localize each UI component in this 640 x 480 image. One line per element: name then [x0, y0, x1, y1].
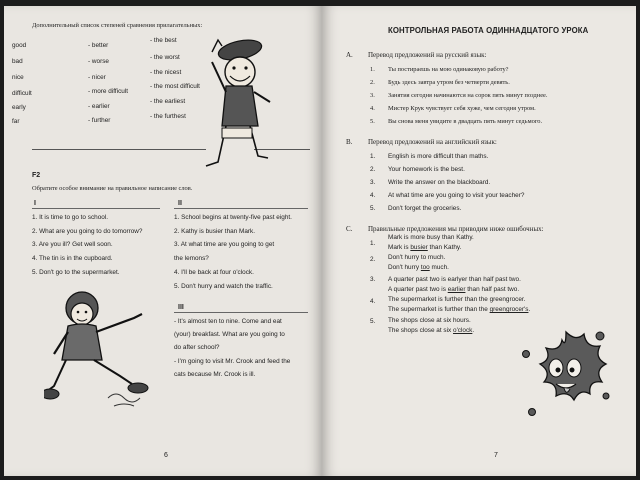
correct-sentence: A quarter past two is earlier than half past two.	[388, 286, 520, 293]
item-number: 3.	[370, 92, 375, 99]
column-i-item: 2. What are you going to do tomorrow?	[32, 228, 143, 235]
item-number: 2.	[370, 79, 375, 86]
correct-sentence: Mark is busier than Kathy.	[388, 244, 462, 251]
comp-base: far	[12, 118, 20, 125]
comp-comparative: - more difficult	[88, 88, 129, 95]
correct-sentence: Don't hurry too much.	[388, 264, 449, 271]
section-a-item: Занятия сегодня начинаются на сорок пять минут позднее.	[388, 92, 548, 99]
section-b-item: Write the answer on the blackboard.	[388, 179, 491, 186]
item-number: 1.	[370, 153, 376, 160]
column-ii-heading: II	[178, 200, 182, 207]
boy-with-cap-drawing	[200, 28, 282, 178]
wrong-sentence: A quarter past two is earlyer than half past two.	[388, 276, 521, 283]
column-i-item: 4. The tin is in the cupboard.	[32, 255, 113, 262]
divider	[32, 149, 206, 150]
comp-comparative: - worse	[88, 58, 109, 65]
item-number: 1.	[370, 240, 376, 247]
column-i-item: 5. Don't go to the supermarket.	[32, 269, 120, 276]
page-number: 7	[494, 452, 498, 459]
column-i-item: 1. It is time to go to school.	[32, 214, 109, 221]
column-iii-line: (your) breakfast. What are you going to	[174, 331, 285, 338]
divider	[174, 312, 308, 313]
ink-splat-face-drawing	[518, 324, 614, 428]
wrong-sentence: The supermarket is further than the greengrocer.	[388, 296, 526, 303]
item-number: 5.	[370, 318, 376, 325]
comp-base: nice	[12, 74, 24, 81]
comp-superlative: - the best	[150, 37, 177, 44]
column-iii-heading: III	[178, 304, 184, 311]
item-number: 2.	[370, 256, 376, 263]
section-b-item: English is more difficult than maths.	[388, 153, 489, 160]
comp-base: early	[12, 104, 26, 111]
comp-superlative: - the most difficult	[150, 83, 200, 90]
left-page	[4, 6, 322, 476]
item-number: 5.	[370, 205, 376, 212]
f2-intro: Обратите особое внимание на правильное написание слов.	[32, 185, 193, 192]
comp-base: good	[12, 42, 27, 49]
section-b-item: Your homework is the best.	[388, 166, 465, 173]
comp-comparative: - earlier	[88, 103, 110, 110]
column-i-heading: I	[34, 200, 36, 207]
section-a-heading: Перевод предложений на русский язык:	[368, 51, 487, 59]
comp-base: bad	[12, 58, 23, 65]
comp-superlative: - the furthest	[150, 113, 186, 120]
f2-heading: F2	[32, 172, 41, 179]
comp-comparative: - nicer	[88, 74, 106, 81]
column-iii-line: do after school?	[174, 344, 220, 351]
section-a-item: Мистер Крук чувствует себя хуже, чем сегодня утром.	[388, 105, 536, 112]
divider	[32, 208, 160, 209]
comp-superlative: - the worst	[150, 54, 180, 61]
column-i-item: 3. Are you ill? Get well soon.	[32, 241, 113, 248]
section-a-item: Вы снова меня увидите в двадцать пять минут седьмого.	[388, 118, 543, 125]
section-letter: B.	[346, 138, 353, 146]
comp-superlative: - the nicest	[150, 69, 182, 76]
item-number: 2.	[370, 166, 376, 173]
item-number: 4.	[370, 192, 376, 199]
column-ii-item: 4. I'll be back at four o'clock.	[174, 269, 254, 276]
comp-comparative: - better	[88, 42, 109, 49]
page-number: 6	[164, 452, 168, 459]
section-letter: A.	[346, 51, 353, 59]
item-number: 3.	[370, 179, 376, 186]
column-iii-line: - I'm going to visit Mr. Crook and feed the	[174, 358, 291, 365]
running-boy-drawing	[44, 286, 164, 416]
column-ii-item: the lemons?	[174, 255, 209, 262]
divider	[174, 208, 308, 209]
wrong-sentence: Don't hurry to much.	[388, 254, 446, 261]
comp-superlative: - the earliest	[150, 98, 186, 105]
section-letter: C.	[346, 225, 353, 233]
page-title: КОНТРОЛЬНАЯ РАБОТА ОДИННАДЦАТОГО УРОКА	[388, 26, 589, 35]
item-number: 3.	[370, 276, 376, 283]
section-b-heading: Перевод предложений на английский язык:	[368, 138, 497, 146]
section-c-heading: Правильные предложения мы приводим ниже ошибочных:	[368, 225, 544, 233]
right-page	[322, 6, 636, 476]
section-b-item: At what time are you going to visit your teacher?	[388, 192, 525, 199]
column-ii-item: 5. Don't hurry and watch the traffic.	[174, 283, 273, 290]
column-ii-item: 2. Kathy is busier than Mark.	[174, 228, 255, 235]
wrong-sentence: Mark is more busy than Kathy.	[388, 234, 474, 241]
item-number: 1.	[370, 66, 375, 73]
wrong-sentence: The shops close at six hours.	[388, 317, 471, 324]
item-number: 4.	[370, 298, 376, 305]
item-number: 4.	[370, 105, 375, 112]
comp-base: difficult	[12, 90, 32, 97]
column-iii-line: cats because Mr. Crook is ill.	[174, 371, 256, 378]
section-a-item: Ты постираешь на мою одинаковую работу?	[388, 66, 509, 73]
comparison-title: Дополнительный список степеней сравнения прилагательных:	[32, 22, 203, 29]
correct-sentence: The supermarket is further than the greengrocer's.	[388, 306, 531, 313]
column-iii-line: - It's almost ten to nine. Come and eat	[174, 318, 282, 325]
item-number: 5.	[370, 118, 375, 125]
column-ii-item: 3. At what time are you going to get	[174, 241, 275, 248]
section-a-item: Будь здесь завтра утром без четверти девять.	[388, 79, 510, 86]
column-ii-item: 1. School begins at twenty-five past eight.	[174, 214, 292, 221]
section-b-item: Don't forget the groceries.	[388, 205, 462, 212]
comp-comparative: - further	[88, 117, 111, 124]
correct-sentence: The shops close at six o'clock.	[388, 327, 475, 334]
